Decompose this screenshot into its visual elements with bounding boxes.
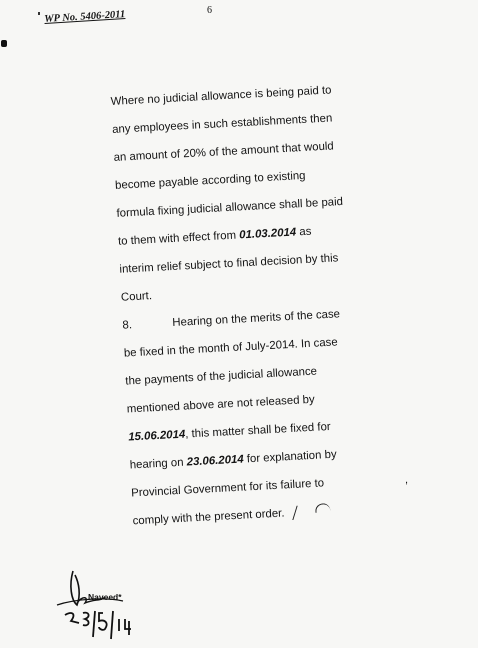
scan-punch-mark: [1, 40, 7, 47]
text-line: become payable according to existing: [114, 169, 306, 192]
text-line: Court.: [120, 290, 153, 304]
signatory-name: Naveed*: [88, 592, 122, 602]
handwritten-date: [55, 565, 175, 645]
handwritten-initial-mark: [315, 503, 330, 513]
stray-mark: ,: [405, 474, 409, 486]
text-line: an amount of 20% of the amount that would: [113, 140, 335, 164]
text-line: Provincial Government for its failure to: [130, 477, 325, 500]
hearing-date: 23.06.2014: [186, 453, 244, 469]
text-line: Where no judicial allowance is being paid to: [110, 84, 332, 108]
text-line: interim relief subject to final decision by this: [119, 252, 339, 276]
text-line: the payments of the judicial allowance: [125, 365, 318, 388]
case-number-header: WP No. 5406-2011: [44, 9, 126, 25]
page-number: 6: [207, 5, 212, 16]
text-segment: as: [295, 225, 312, 239]
paragraph-number: 8.: [122, 319, 133, 332]
release-deadline-date: 15.06.2014: [128, 428, 186, 444]
text-segment: , this matter shall be fixed for: [184, 420, 331, 441]
text-segment: Hearing on the merits of the case: [172, 308, 341, 330]
handwritten-signature: [55, 565, 175, 645]
text-segment: to them with effect from: [117, 229, 240, 248]
handwritten-tick-mark: [292, 505, 307, 520]
text-line: be fixed in the month of July-2014. In case: [123, 336, 338, 360]
scan-speck: [38, 12, 40, 15]
text-line: any employees in such establishments then: [111, 112, 333, 136]
text-segment: for explanation by: [243, 448, 337, 466]
text-line: formula fixing judicial allowance shall be paid: [116, 195, 344, 220]
order-body: [110, 74, 403, 536]
effective-date: 01.03.2014: [238, 226, 297, 242]
text-segment: hearing on: [129, 456, 188, 472]
text-line: mentioned above are not released by: [126, 393, 315, 416]
text-segment: comply with the present order.: [132, 507, 285, 528]
